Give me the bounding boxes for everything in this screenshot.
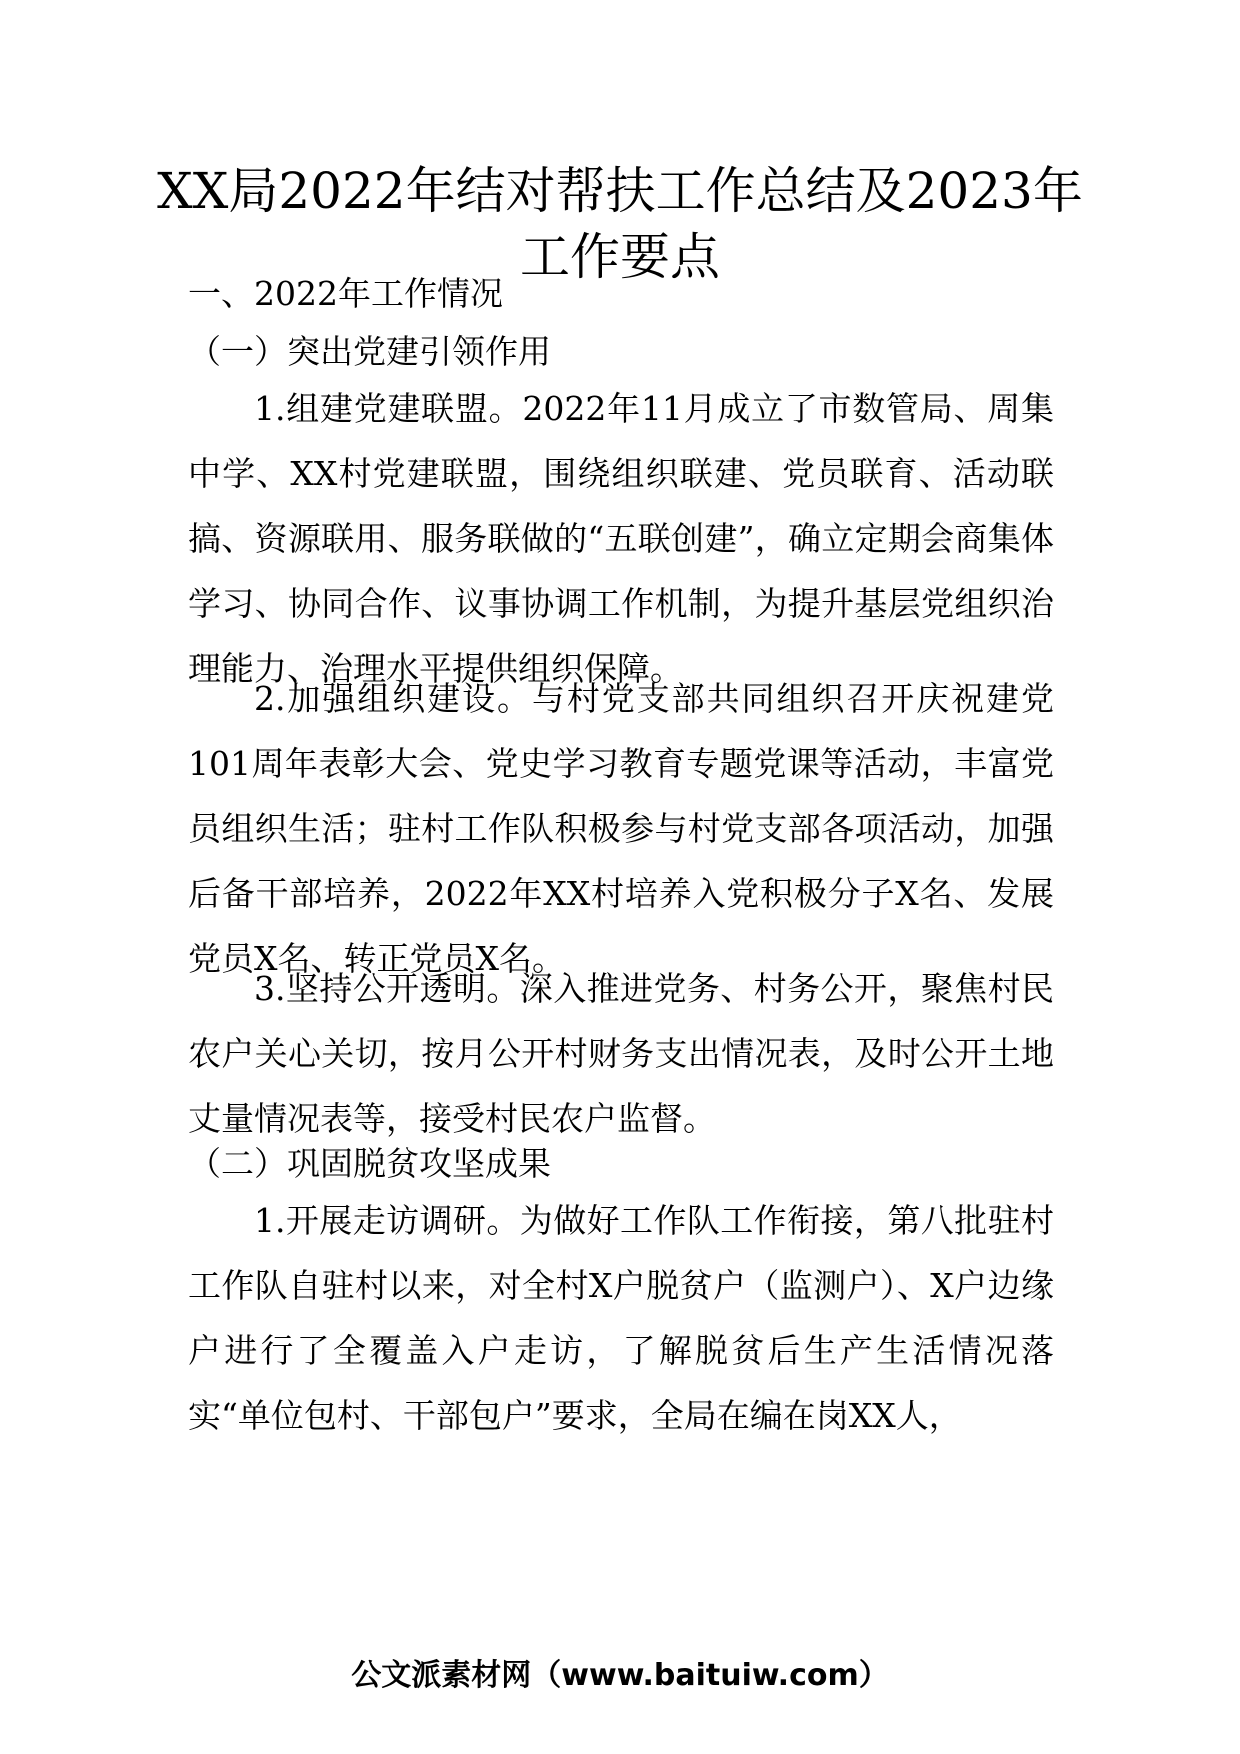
title-line-2: 工作要点 <box>520 228 720 286</box>
paragraph-4: 1.开展走访调研。为做好工作队工作衔接，第八批驻村工作队自驻村以来，对全村X户脱贫户（监测户）、X户边缘户进行了全覆盖入户走访，了解脱贫后生产生活情况落实“单位包村、干部包户”要求，全局在编在岗XX人， <box>188 1201 1054 1435</box>
footer-watermark: 公文派素材网（www.baituiw.com） <box>351 1658 889 1693</box>
subsection-heading-1: （一）突出党建引领作用 <box>188 332 551 371</box>
paragraph-2: 2.加强组织建设。与村党支部共同组织召开庆祝建党101周年表彰大会、党史学习教育专题党课等活动，丰富党员组织生活；驻村工作队积极参与村党支部各项活动，加强后备干部培养，2022年XX村培养入党积极分子X名、发展党员X名、转正党员X名。 <box>188 679 1054 978</box>
paragraph-3: 3.坚持公开透明。深入推进党务、村务公开，聚焦村民农户关心关切，按月公开村财务支出情况表，及时公开土地丈量情况表等，接受村民农户监督。 <box>188 969 1054 1138</box>
section-heading-1: 一、2022年工作情况 <box>188 274 503 313</box>
subsection-heading-2: （二）巩固脱贫攻坚成果 <box>188 1144 551 1183</box>
paragraph-1: 1.组建党建联盟。2022年11月成立了市数管局、周集中学、XX村党建联盟，围绕组织联建、党员联育、活动联搞、资源联用、服务联做的“五联创建”，确立定期会商集体学习、协同合作、议事协调工作机制，为提升基层党组织治理能力、治理水平提供组织保障。 <box>188 389 1054 688</box>
title-line-1: XX局2022年结对帮扶工作总结及2023年 <box>157 162 1083 220</box>
